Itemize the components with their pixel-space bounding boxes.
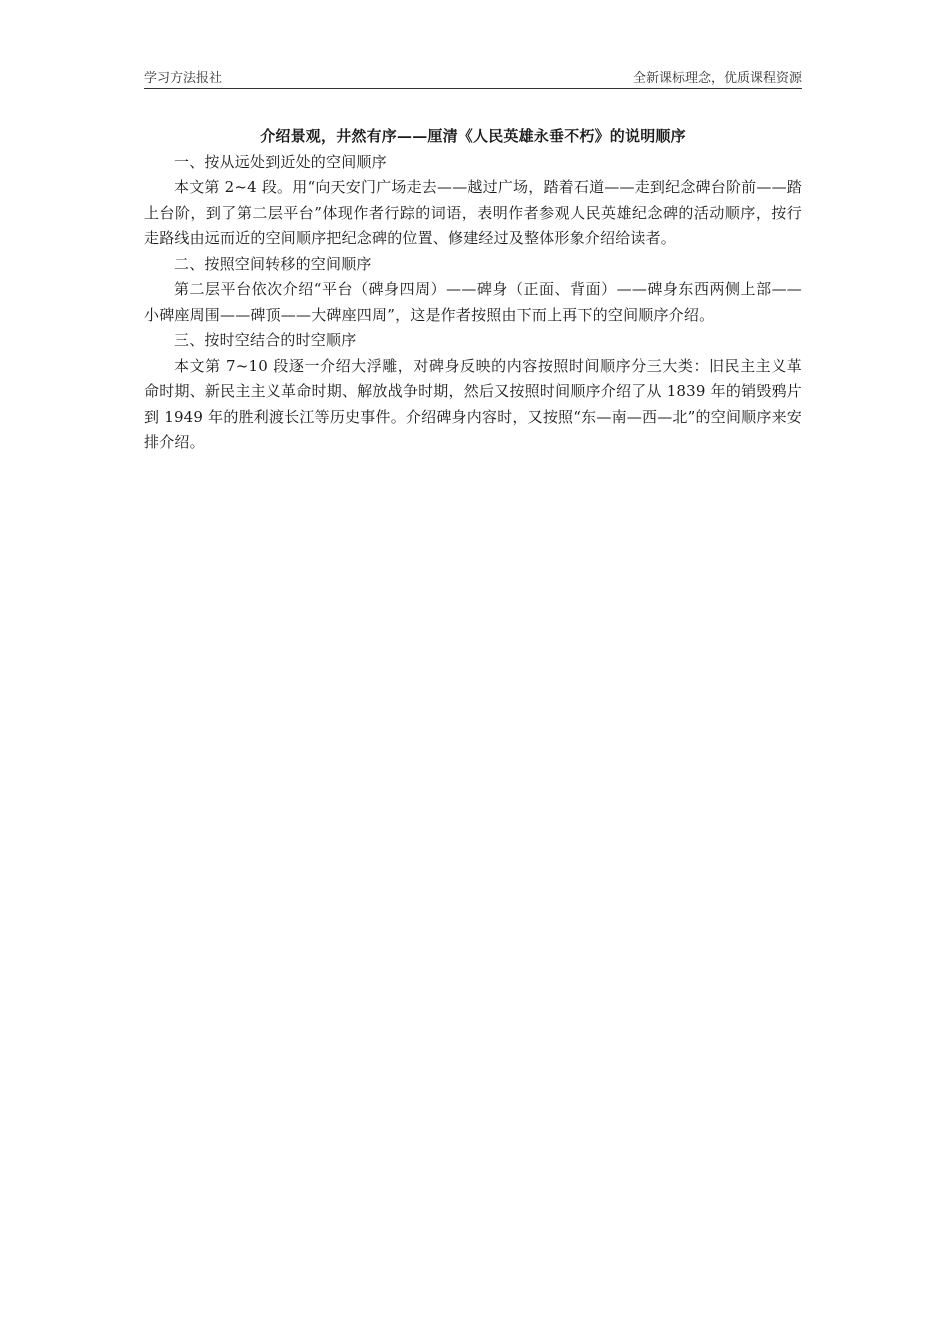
header-publisher: 学习方法报社 [144,71,223,86]
document-body [144,124,802,456]
section-heading: 二、按照空间转移的空间顺序 [174,254,372,273]
section-paragraph: 第二层平台依次介绍“平台（碑身四周）——碑身（正面、背面）——碑身东西两侧上部——小碑座周围——碑顶——大碑座四周”，这是作者按照由下而上再下的空间顺序介绍。 [144,280,802,324]
section-paragraph: 本文第 7~10 段逐一介绍大浮雕，对碑身反映的内容按照时间顺序分三大类：旧民主主义革命时期、新民主主义革命时期、解放战争时期，然后又按照时间顺序介绍了从 1839 年的销毁鸦片到 1949 年的胜利渡长江等历史事件。介绍碑身内容时，又按照“东—南—西—北”的空间顺序来安排介绍。 [144,356,802,451]
section-paragraph: 本文第 2~4 段。用“向天安门广场走去——越过广场，踏着石道——走到纪念碑台阶前——踏上台阶，到了第二层平台”体现作者行踪的词语，表明作者参观人民英雄纪念碑的活动顺序，按行走路线由远而近的空间顺序把纪念碑的位置、修建经过及整体形象介绍给读者。 [144,178,802,247]
section-heading: 三、按时空结合的时空顺序 [174,331,357,349]
page-header [144,70,802,89]
header-slogan: 全新课标理念，优质课程资源 [632,71,802,86]
section-heading: 一、按从远处到近处的空间顺序 [174,152,387,171]
document-title: 介绍景观，井然有序——厘清《人民英雄永垂不朽》的说明顺序 [260,127,686,145]
